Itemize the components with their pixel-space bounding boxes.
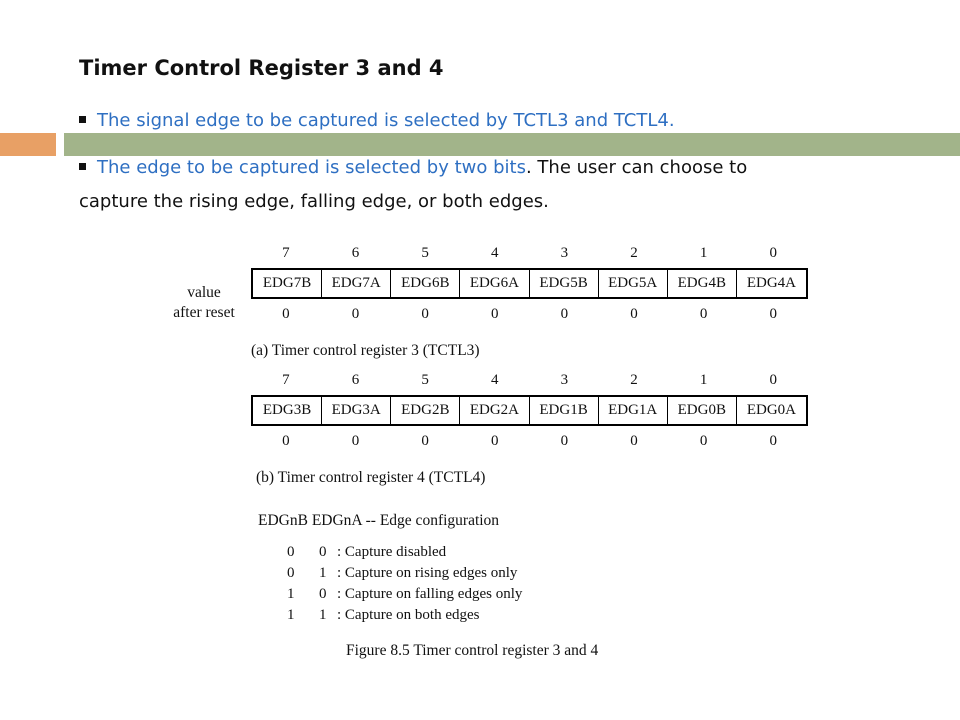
edge-config-edgnb-value: 1: [287, 607, 295, 623]
reset-value: 0: [421, 433, 429, 449]
bullet-2-continuation: capture the rising edge, falling edge, or both edges.: [79, 191, 549, 212]
value-label: value: [187, 284, 221, 301]
bit-number: 0: [769, 245, 777, 261]
tctl3-caption: (a) Timer control register 3 (TCTL3): [251, 342, 480, 359]
register-bit-cell: EDG7B: [253, 270, 322, 297]
edge-config-edgnb-value: 0: [287, 544, 295, 560]
bit-number: 1: [699, 245, 708, 261]
bit-number: 5: [421, 245, 429, 261]
register-bit-cell: EDG7A: [322, 270, 391, 297]
bit-number: 3: [560, 372, 569, 388]
reset-value: 0: [282, 306, 290, 322]
bit-number: 3: [560, 245, 569, 261]
reset-value: 0: [699, 306, 708, 322]
accent-bar-green: [64, 133, 960, 156]
bit-number: 6: [351, 245, 360, 261]
reset-value: 0: [490, 306, 499, 322]
bit-number: 5: [421, 372, 429, 388]
reset-value: 0: [699, 433, 708, 449]
edge-config-table: [287, 542, 522, 626]
register-bit-cell: EDG6B: [391, 270, 460, 297]
reset-value: 0: [282, 433, 290, 449]
register-bit-cell: EDG5B: [530, 270, 599, 297]
tctl4-caption: (b) Timer control register 4 (TCTL4): [256, 469, 486, 486]
bit-number: 7: [282, 372, 290, 388]
bullet-2-text-dark: . The user can choose to: [525, 157, 748, 178]
bullet-1: [79, 110, 675, 131]
tctl4-register: [251, 395, 808, 426]
reset-value: 0: [421, 306, 429, 322]
edge-config-description: : Capture on both edges: [337, 607, 480, 623]
edge-config-edgna-value: 1: [319, 607, 327, 623]
register-bit-cell: EDG5A: [599, 270, 668, 297]
after-reset-label: after reset: [173, 304, 235, 321]
edge-config-edgnb-value: 0: [287, 565, 295, 581]
slide-title: Timer Control Register 3 and 4: [79, 56, 444, 80]
tctl3-register: [251, 268, 808, 299]
bullet-2-text-blue: The edge to be captured is selected by two bits: [97, 157, 526, 178]
bit-number: 1: [699, 372, 708, 388]
bit-number: 2: [630, 245, 638, 261]
register-bit-cell: EDG4B: [668, 270, 737, 297]
register-bit-cell: EDG2B: [391, 397, 460, 424]
reset-value: 0: [560, 306, 569, 322]
register-bit-cell: EDG3A: [322, 397, 391, 424]
register-bit-cell: EDG6A: [460, 270, 529, 297]
edge-config-description: : Capture on rising edges only: [337, 565, 518, 581]
reset-value: 0: [351, 433, 360, 449]
bit-number: 7: [282, 245, 290, 261]
reset-value: 0: [769, 306, 777, 322]
edge-config-description: : Capture disabled: [337, 544, 447, 560]
square-bullet-icon: [79, 163, 86, 170]
edge-config-row: [287, 542, 522, 563]
tctl4-bit-numbers: [251, 372, 808, 389]
reset-value: 0: [630, 433, 638, 449]
bit-number: 4: [490, 245, 499, 261]
edge-config-edgna-value: 0: [319, 586, 327, 602]
register-bit-cell: EDG1B: [530, 397, 599, 424]
reset-value: 0: [351, 306, 360, 322]
bit-number: 6: [351, 372, 360, 388]
bullet-1-text: The signal edge to be captured is selected by TCTL3 and TCTL4.: [97, 110, 675, 131]
reset-value: 0: [630, 306, 638, 322]
square-bullet-icon: [79, 116, 86, 123]
reset-value: 0: [769, 433, 777, 449]
register-bit-cell: EDG1A: [599, 397, 668, 424]
tctl3-reset-values: [251, 306, 808, 323]
figure-caption: Figure 8.5 Timer control register 3 and 4: [346, 642, 599, 659]
edge-config-row: [287, 563, 522, 584]
register-bit-cell: EDG0B: [668, 397, 737, 424]
register-bit-cell: EDG4A: [746, 275, 797, 291]
bullet-2: [79, 157, 747, 178]
edge-config-description: : Capture on falling edges only: [337, 586, 523, 602]
register-bit-cell: EDG3B: [253, 397, 322, 424]
bit-number: 4: [490, 372, 499, 388]
value-after-reset-label: [165, 283, 243, 323]
edge-config-edgnb-value: 1: [287, 586, 295, 602]
register-bit-cell: EDG0A: [746, 402, 797, 418]
tctl4-reset-values: [251, 433, 808, 450]
bit-number: 0: [769, 372, 777, 388]
edge-config-header: EDGnB EDGnA -- Edge configuration: [258, 512, 500, 529]
bit-number: 2: [630, 372, 638, 388]
edge-config-edgna-value: 0: [319, 544, 327, 560]
reset-value: 0: [490, 433, 499, 449]
edge-config-edgna-value: 1: [319, 565, 327, 581]
edge-config-row: [287, 605, 522, 626]
reset-value: 0: [560, 433, 569, 449]
edge-config-row: [287, 584, 522, 605]
accent-bar-orange: [0, 133, 56, 156]
register-bit-cell: EDG2A: [460, 397, 529, 424]
tctl3-bit-numbers: [251, 245, 808, 262]
